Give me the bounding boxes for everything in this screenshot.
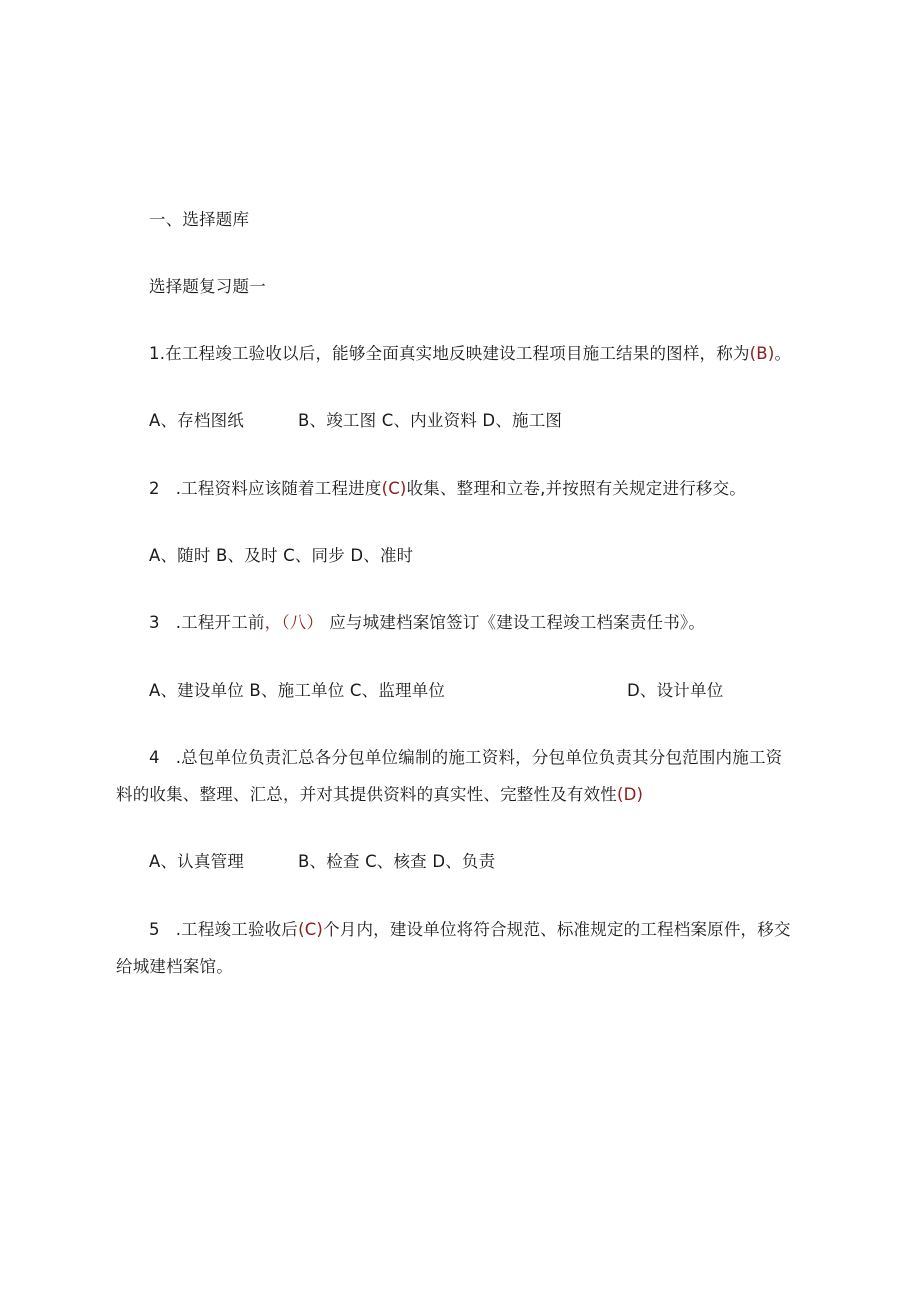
question-5 [149, 919, 791, 941]
options-abc: A、建设单位 B、施工单位 C、监理单位 [149, 681, 446, 700]
question-5-answer: (C) [298, 920, 324, 939]
question-5-number: 5 [149, 920, 160, 939]
question-4-answer: (D) [617, 785, 644, 804]
question-4-line2 [116, 784, 643, 806]
question-2-text: .工程资料应该随着工程进度 [175, 479, 382, 498]
question-2-answer: (C) [381, 479, 407, 498]
options-rest: B、检查 C、核查 D、负责 [298, 852, 496, 871]
question-5-end: 个月内，建设单位将符合规范、标准规定的工程档案原件，移交 [323, 920, 791, 939]
question-1 [149, 343, 791, 365]
question-4-number: 4 [149, 748, 160, 767]
question-5-line2: 给城建档案馆。 [116, 957, 233, 976]
question-3-end: 应与城建档案馆签订《建设工程竣工档案责任书》。 [329, 613, 706, 632]
question-4-line1: .总包单位负责汇总各分包单位编制的施工资料，分包单位负责其分包范围内施工资 [175, 748, 783, 767]
question-4-line2-text: 料的收集、整理、汇总，并对其提供资料的真实性、完整性及有效性 [116, 785, 617, 804]
question-4 [149, 747, 782, 769]
question-3 [149, 612, 705, 634]
question-1-end: 。 [774, 344, 792, 363]
question-3-answer: ，（八） [264, 613, 324, 632]
section-title: 一、选择题库 [149, 210, 250, 229]
question-5-text: .工程竣工验收后 [175, 920, 299, 939]
option-a: A、认真管理 [149, 852, 244, 871]
question-2-number: 2 [149, 479, 160, 498]
option-a: A、存档图纸 [149, 411, 244, 430]
option-d: D、设计单位 [627, 681, 724, 700]
question-4-options [149, 851, 495, 873]
question-2 [149, 478, 746, 500]
question-1-text: 1.在工程竣工验收以后，能够全面真实地反映建设工程项目施工结果的图样，称为 [149, 344, 750, 363]
question-1-answer: (B) [749, 344, 775, 363]
question-3-text: .工程开工前 [175, 613, 265, 632]
question-3-number: 3 [149, 613, 160, 632]
question-1-options [149, 410, 562, 432]
question-2-end: 收集、整理和立卷,并按照有关规定进行移交。 [406, 479, 747, 498]
options-rest: B、竣工图 C、内业资料 D、施工图 [298, 411, 563, 430]
question-2-options: A、随时 B、及时 C、同步 D、准时 [149, 546, 414, 565]
question-3-options [149, 680, 445, 702]
subtitle: 选择题复习题一 [149, 277, 266, 296]
